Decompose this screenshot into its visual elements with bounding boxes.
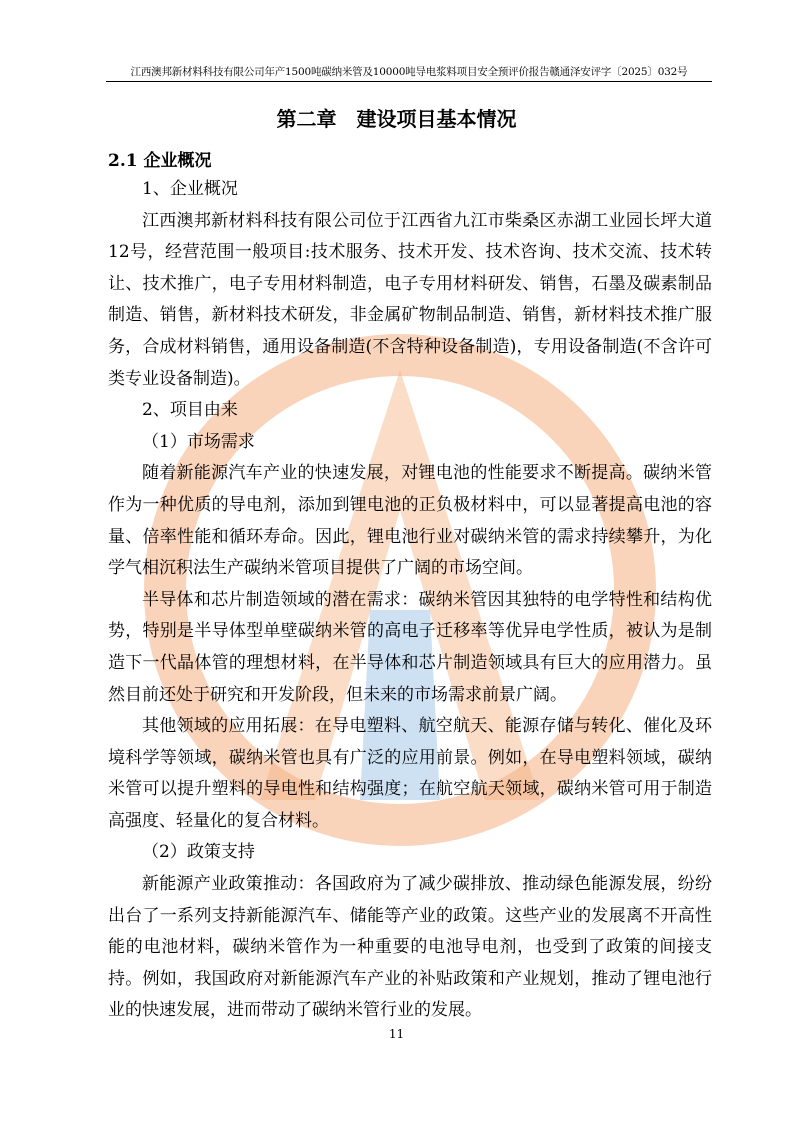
paragraph: 2、项目由来 bbox=[142, 400, 238, 421]
paragraph: （2）政策支持 bbox=[142, 842, 255, 863]
page-number: 11 bbox=[388, 1027, 405, 1041]
running-header: 江西澳邦新材料科技有限公司年产1500吨碳纳米管及10000吨导电浆料项目安全预评价报告赣通泽安评字〔2025〕032号 bbox=[130, 66, 688, 78]
paragraph: 其他领域的应用拓展：在导电塑料、航空航天、能源存储与转化、催化及环境科学等领域，碳纳米管也具有广泛的应用前景。例如，在导电塑料领域，碳纳米管可以提升塑料的导电性和结构强度；在航空航天领域，碳纳米管可用于制造高强度、轻量化的复合材料。 bbox=[108, 716, 712, 831]
paragraph: 1、企业概况 bbox=[142, 179, 238, 199]
paragraph: 新能源产业政策推动：各国政府为了减少碳排放、推动绿色能源发展，纷纷出台了一系列支持新能源汽车、储能等产业的政策。这些产业的发展离不开高性能的电池材料，碳纳米管作为一种重要的电池导电剂，也受到了政策的间接支持。例如，我国政府对新能源汽车产业的补贴政策和产业规划，推动了锂电池行业的快速发展，进而带动了碳纳米管行业的发展。 bbox=[108, 874, 712, 1021]
paragraph: （1）市场需求 bbox=[142, 431, 255, 452]
chapter-title: 第二章 建设项目基本情况 bbox=[276, 107, 517, 131]
body-text bbox=[108, 174, 712, 1027]
section-title: 2.1 企业概况 bbox=[108, 151, 212, 171]
paragraph: 半导体和芯片制造领域的潜在需求：碳纳米管因其独特的电学特性和结构优势，特别是半导体型单壁碳纳米管的高电子迁移率等优异电学性质，被认为是制造下一代晶体管的理想材料，在半导体和芯片制造领域具有巨大的应用潜力。虽然目前还处于研究和开发阶段，但未来的市场需求前景广阔。 bbox=[108, 589, 712, 705]
header-divider bbox=[106, 81, 712, 82]
paragraph: 江西澳邦新材料科技有限公司位于江西省九江市柴桑区赤湖工业园长坪大道12号，经营范围一般项目:技术服务、技术开发、技术咨询、技术交流、技术转让、技术推广，电子专用材料制造，电子专用材料研发、销售，石墨及碳素制品制造、销售，新材料技术研发，非金属矿物制品制造、销售，新材料技术推广服务，合成材料销售，通用设备制造(不含特种设备制造)，专用设备制造(不含许可类专业设备制造)。 bbox=[108, 210, 712, 389]
paragraph: 随着新能源汽车产业的快速发展，对锂电池的性能要求不断提高。碳纳米管作为一种优质的导电剂，添加到锂电池的正负极材料中，可以显著提高电池的容量、倍率性能和循环寿命。因此，锂电池行业对碳纳米管的需求持续攀升，为化学气相沉积法生产碳纳米管项目提供了广阔的市场空间。 bbox=[108, 463, 712, 579]
